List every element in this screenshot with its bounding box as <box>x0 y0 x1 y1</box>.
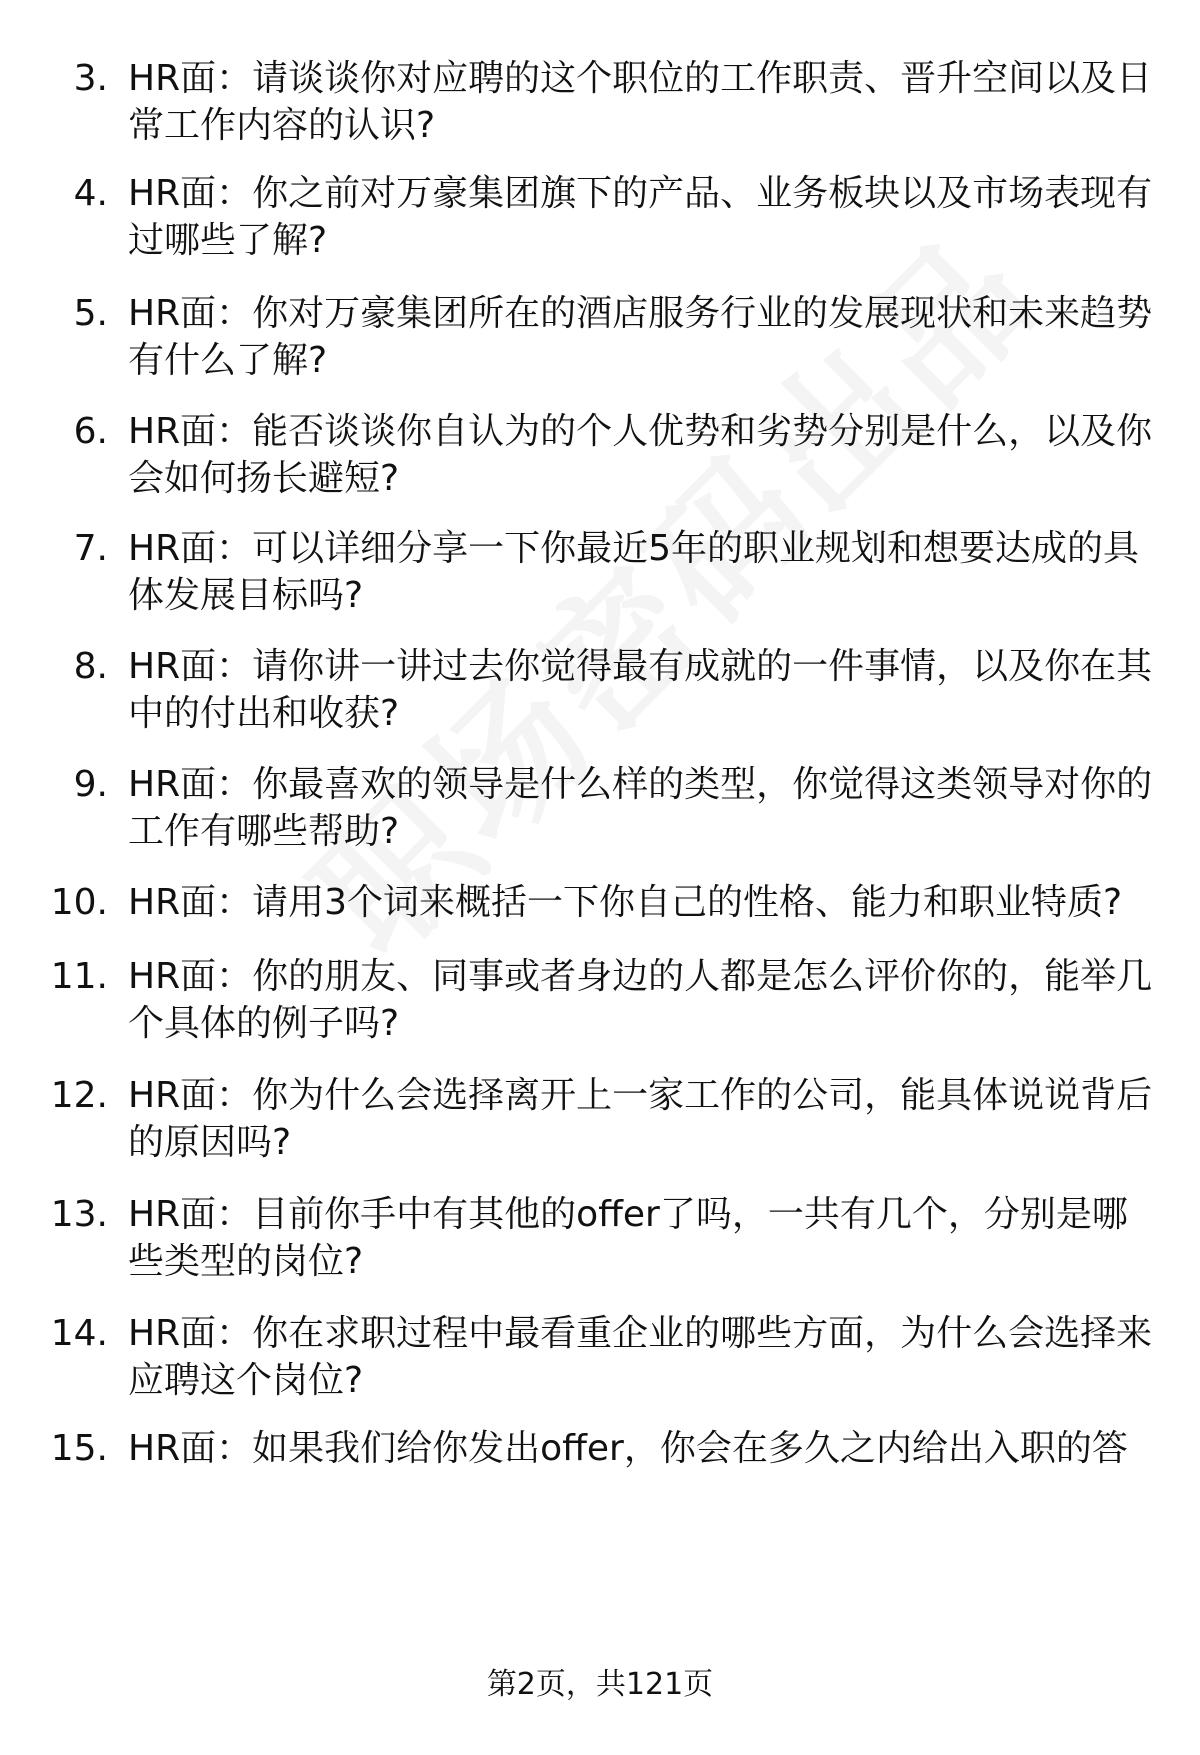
question-number: 7. <box>73 528 108 569</box>
question-text: HR面：你的朋友、同事或者身边的人都是怎么评价你的，能举几个具体的例子吗? <box>128 956 1153 1044</box>
question-text: HR面：你最喜欢的领导是什么样的类型，你觉得这类领导对你的工作有哪些帮助? <box>128 764 1153 852</box>
question-text: HR面：你之前对万豪集团旗下的产品、业务板块以及市场表现有过哪些了解? <box>128 173 1153 261</box>
question-number: 10. <box>50 882 108 923</box>
question-number: 3. <box>73 58 108 99</box>
question-number: 8. <box>73 646 108 687</box>
question-number: 12. <box>50 1075 108 1116</box>
question-text: HR面：请你讲一讲过去你觉得最有成就的一件事情，以及你在其中的付出和收获? <box>128 646 1153 734</box>
page-footer: 第2页，共121页 <box>486 1667 714 1702</box>
question-text: HR面：请用3个词来概括一下你自己的性格、能力和职业特质? <box>128 882 1123 923</box>
question-number: 13. <box>50 1194 108 1235</box>
question-text: HR面：你对万豪集团所在的酒店服务行业的发展现状和未来趋势有什么了解? <box>128 293 1153 381</box>
question-number: 6. <box>73 411 108 452</box>
question-number: 14. <box>50 1313 108 1354</box>
question-number: 9. <box>73 764 108 805</box>
question-number: 15. <box>50 1428 108 1469</box>
question-number: 5. <box>73 293 108 334</box>
question-text: HR面：可以详细分享一下你最近5年的职业规划和想要达成的具体发展目标吗? <box>128 528 1139 616</box>
question-text: HR面：目前你手中有其他的offer了吗，一共有几个，分别是哪些类型的岗位? <box>128 1194 1128 1282</box>
question-text: HR面：请谈谈你对应聘的这个职位的工作职责、晋升空间以及日常工作内容的认识? <box>128 58 1153 146</box>
question-text: HR面：你在求职过程中最看重企业的哪些方面，为什么会选择来应聘这个岗位? <box>128 1313 1153 1401</box>
question-text: HR面：能否谈谈你自认为的个人优势和劣势分别是什么，以及你会如何扬长避短? <box>128 411 1153 499</box>
question-number: 11. <box>50 956 108 997</box>
question-text: HR面：你为什么会选择离开上一家工作的公司，能具体说说背后的原因吗? <box>128 1075 1153 1163</box>
question-text: HR面：如果我们给你发出offer，你会在多久之内给出入职的答 <box>128 1428 1128 1469</box>
question-number: 4. <box>73 173 108 214</box>
